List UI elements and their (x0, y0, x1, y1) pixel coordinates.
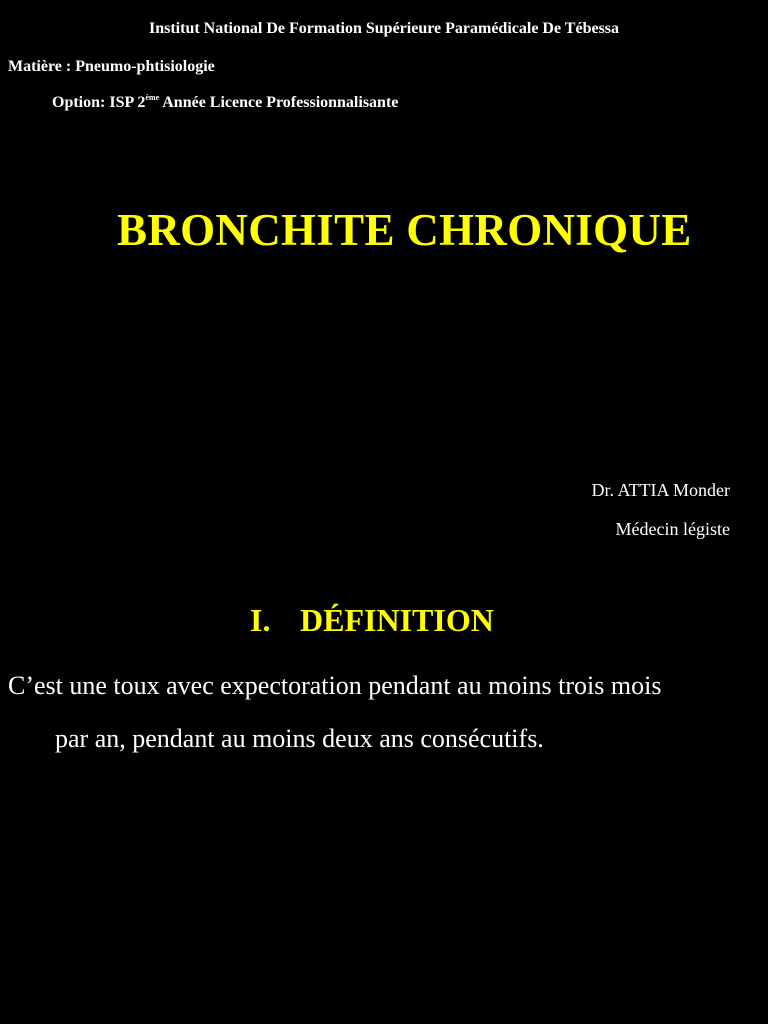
option-line (52, 94, 398, 112)
author-name: Dr. ATTIA Monder (591, 480, 730, 500)
subject-line: Matière : Pneumo-phtisiologie (8, 58, 215, 75)
section-heading (250, 602, 494, 639)
section-title: DÉFINITION (300, 602, 494, 638)
section-number: I. (250, 602, 271, 638)
institute-name: Institut National De Formation Supérieure Paramédicale De Tébessa (148, 20, 620, 37)
option-prefix: Option: ISP 2 (52, 94, 146, 111)
author-role: Médecin légiste (615, 519, 730, 539)
definition-text-line-1: C’est une toux avec expectoration pendant au moins trois mois (8, 671, 662, 700)
option-suffix: Année Licence Professionnalisante (159, 94, 399, 111)
option-superscript: ème (145, 93, 160, 102)
definition-text-line-2: par an, pendant au moins deux ans consécutifs. (55, 724, 544, 753)
document-title: BRONCHITE CHRONIQUE (117, 205, 692, 255)
